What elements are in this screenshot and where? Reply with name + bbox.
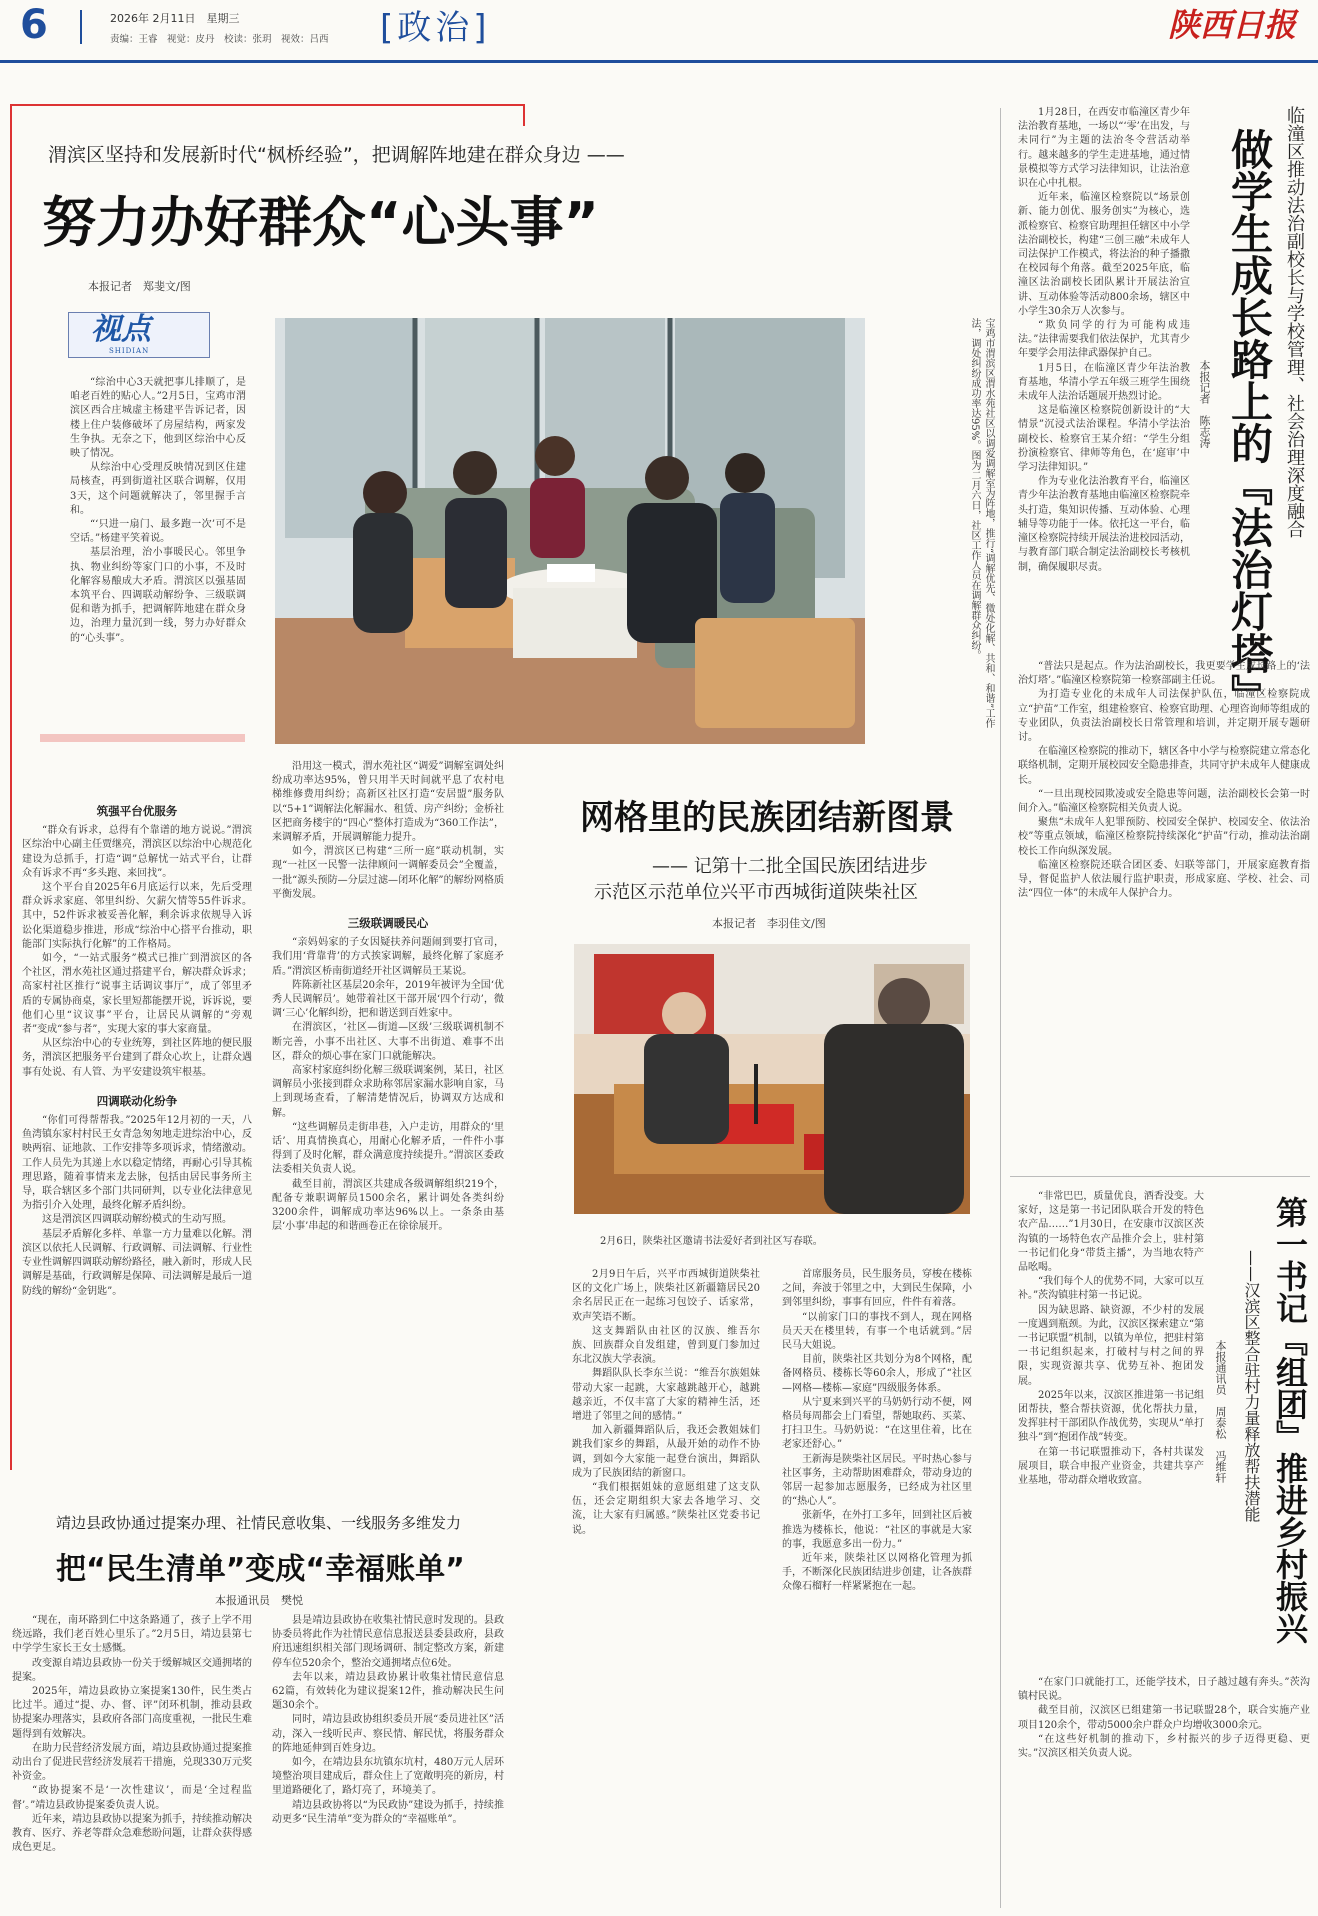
paragraph: “一旦出现校园欺凌或安全隐患等问题，法治副校长会第一时间介入。”临潼区检察院相关负责人说。 xyxy=(1018,788,1310,815)
paragraph: 王新海是陕柴社区居民。平时热心参与社区事务，主动帮助困难群众，带动身边的邻居一起参加志愿服务，已经成为社区里的“热心人”。 xyxy=(782,1453,972,1508)
sidebar-byline: 本报通讯员 周泰松 冯维轩 xyxy=(1214,1340,1227,1483)
paragraph: “普法只是起点。作为法治副校长，我更要学生成长路上的‘法治灯塔’。”临潼区检察院第一检察部副主任说。 xyxy=(1018,661,1310,687)
paragraph: 高家村家庭纠纷化解三级联调案例，某日，社区调解员小张接到群众求助称邻居家漏水影响自家，马上到现场查看，了解清楚情况后，协调双方达成和解。 xyxy=(272,1065,504,1119)
article-kicker: 渭滨区坚持和发展新时代“枫桥经验”，把调解阵地建在群众身边 —— xyxy=(48,144,625,166)
paragraph: 2025年以来，汉滨区推进第一书记组团帮扶，整合帮扶资源，优化帮扶力量，发挥驻村干部团队作战优势，实现从“单打独斗”到“抱团作战”转变。 xyxy=(1018,1389,1204,1444)
sidebar-headline: 做学生成长路上的『法治灯塔』 xyxy=(1225,128,1274,716)
paragraph: 在第一书记联盟推动下，各村共谋发展项目，联合申报产业资金，共建共享产业基地，带动群众增收致富。 xyxy=(1018,1446,1204,1487)
paragraph: 从宁夏来到兴平的马奶奶行动不便，网格员每周都会上门看望，帮她取药、买菜、打扫卫生。马奶奶说：“在这里住着，比在老家还舒心。” xyxy=(782,1396,972,1451)
paragraph: 近年来，陕柴社区以网格化管理为抓手，不断深化民族团结进步创建，让各族群众像石榴籽一样紧紧抱在一起。 xyxy=(782,1553,972,1593)
page-number: 6 xyxy=(20,2,48,48)
paragraph: 如今，渭滨区已构建“三所一庭”联动机制，实现“一社区一民警一法律顾问一调解委员会”全覆盖，一批“源头预防—分层过滤—闭环化解”的解纷网格质平衡发展。 xyxy=(272,846,504,900)
paragraph: “我们每个人的优势不同，大家可以互补。”茨沟镇驻村第一书记说。 xyxy=(1018,1276,1204,1302)
paragraph: 近年来，临潼区检察院以“场景创新、能力创优、服务创实”为核心，选派检察官、检察官助理担任辖区中小学法治副校长，构建“三创三融”未成年人司法保护工作模式，将法治的种子播撒在校园每个角落。截至2025年底，临潼区法治副校长团队累计开展法治宣讲、互动体验等活动800余场，辖区中小学生30余万人次参与。 xyxy=(1018,192,1190,317)
article-byline: 本报记者 郑斐文/图 xyxy=(88,280,191,293)
photo-caption: 宝鸡市渭滨区渭水苑社区以调爱调解室为阵地，推行“调解优先、微处化解、共和、和谐”工作法，调处纠纷成功率达95%。图为二月六日，社区工作人员在调解群众纠纷。 xyxy=(969,318,994,729)
paragraph: 张新华，在外打工多年，回到社区后被推选为楼栋长，他说：“社区的事就是大家的事，我愿意多出一份力。” xyxy=(782,1510,972,1550)
paragraph: 因为缺思路、缺资源，不少村的发展一度遇到瓶颈。为此，汉滨区探索建立“第一书记联盟”机制，以镇为单位，把驻村第一书记组织起来，打破村与村之间的界限，实现资源共享、优势互补、抱团发展。 xyxy=(1018,1304,1204,1387)
paragraph: 加入新疆舞蹈队后，我还会教姐妹们跳我们家乡的舞蹈，从最开始的动作不协调，到如今大家能一起登台演出，舞蹈队成为了民族团结的新窗口。 xyxy=(572,1425,760,1479)
paragraph: 临潼区检察院还联合团区委、妇联等部门，开展家庭教育指导，督促监护人依法履行监护职责，形成家庭、学校、社会、司法“四位一体”的未成年人保护合力。 xyxy=(1018,859,1310,900)
mediation-scene-illustration xyxy=(275,318,865,744)
article-frame-left xyxy=(10,104,12,1470)
section-subhead: 四调联动化纷争 xyxy=(96,1093,178,1108)
paragraph: 截至目前，渭滨区共建成各级调解组织219个，配备专兼职调解员1500余名，累计调处各类纠纷3200余件，调解成功率达96%以上。一条条由基层‘小事’串起的和谐画卷正在徐徐展开。 xyxy=(272,1178,504,1233)
paragraph: 靖边县政协将以“为民政协”建设为抓手，持续推动更多“民生清单”变为群众的“幸福账单”。 xyxy=(272,1799,504,1825)
sidebar-wide-column xyxy=(1018,660,1310,1180)
sidebar-headline: 第一书记『组团』推进乡村振兴 xyxy=(1271,1196,1309,1644)
sidebar-top-column xyxy=(1018,1190,1204,1670)
viewpoint-badge xyxy=(68,312,210,358)
paragraph: 同时，靖边县政协组织委员开展“委员进社区”活动，深入一线听民声、察民情、解民忧，将服务群众的阵地延伸到百姓身边。 xyxy=(272,1714,504,1754)
article-kicker: 靖边县政协通过提案办理、社情民意收集、一线服务多维发力 xyxy=(56,1514,462,1532)
sidebar-subtitle: 临潼区推动法治副校长与学校管理、社会治理深度融合 xyxy=(1284,106,1305,538)
paragraph: 去年以来，靖边县政协累计收集社情民意信息62篇，有效转化为建议提案12件，推动解决民生问题30余个。 xyxy=(272,1671,504,1712)
sidebar-separator xyxy=(1010,1176,1310,1177)
staff-credits: 责编：王睿 视觉：皮丹 校读：张玥 视效：吕西 xyxy=(110,34,329,45)
section-subhead: 三级联调暖民心 xyxy=(347,916,429,931)
article-headline: 把“民生清单”变成“幸福账单” xyxy=(56,1552,465,1587)
paragraph: 如今，在靖边县东坑镇东坑村，480万元人居环境整治项目建成后，群众住上了宽敞明亮的新房，村里道路硬化了，路灯亮了，环境美了。 xyxy=(272,1757,504,1797)
paragraph: “亲妈妈家的子女因疑扶养问题闹到要打官司，我们用‘背靠背’的方式挨家调解，最终化解了家庭矛盾。”渭滨区桥南街道经开社区调解员王某说。 xyxy=(272,937,504,977)
article-column-1 xyxy=(12,1614,252,1912)
paragraph: “这些调解员走街串巷，入户走访，用群众的‘里话’、用真情换真心，用耐心化解矛盾，一件件小事得到了及时化解，群众满意度持续提升。”渭滨区委政法委相关负责人说。 xyxy=(272,1121,504,1176)
article-headline: 努力办好群众“心头事” xyxy=(42,191,599,254)
paragraph: 这是临潼区检察院创新设计的“大情景”沉浸式法治课程。华清小学法治副校长、检察官王某介绍：“学生分组扮演检察官、律师等角色，在‘庭审’中学习法律知识。” xyxy=(1018,405,1190,474)
paragraph: 首席服务员，民生服务员，穿梭在楼栋之间，奔波于邻里之中，大到民生保障，小到邻里纠纷，事事有回应，件件有着落。 xyxy=(782,1269,972,1309)
article-headline: 网格里的民族团结新图景 xyxy=(580,798,954,838)
paragraph: 2月9日午后，兴平市西城街道陕柴社区的文化广场上，陕柴社区新疆籍居民20余名居民正在一起练习包饺子、话家常，欢声笑语不断。 xyxy=(572,1269,760,1323)
photo-caption: 2月6日，陕柴社区邀请书法爱好者到社区写春联。 xyxy=(600,1236,823,1247)
article-byline: 本报记者 李羽佳文/图 xyxy=(712,917,826,930)
paragraph: 基层治理，治小事暖民心。邻里争执、物业纠纷等家门口的小事，不及时化解容易酿成大矛盾。渭滨区以强基固本筑平台、四调联动解纷争、三级联调促和谐为抓手，把调解阵地建在群众身边，治理力量沉到一线，努力办好群众的“心头事”。 xyxy=(70,547,246,644)
paragraph: “以前家门口的事找不到人，现在网格员天天在楼里转，有事一个电话就到。”居民马大姐说。 xyxy=(782,1311,972,1352)
paragraph: 舞蹈队队长李东兰说：“维吾尔族姐妹带动大家一起跳，大家越跳越开心，越跳越亲近，不仅丰富了大家的精神生活，还增进了邻里之间的感情。” xyxy=(572,1368,760,1423)
paragraph: 作为专业化法治教育平台，临潼区青少年法治教育基地由临潼区检察院牵头打造，集知识传播、互动体验、心理辅导等功能于一体。依托这一平台，临潼区检察院持续开展法治进校园活动，与教育部门联合制定法治副校长考核机制，确保履职尽责。 xyxy=(1018,476,1190,573)
article-byline: 本报通讯员 樊悦 xyxy=(215,1594,303,1607)
paragraph: 这是渭滨区四调联动解纷模式的生动写照。 xyxy=(42,1214,232,1226)
article-column-2 xyxy=(272,760,504,1460)
sidebar-subtitle: ——汉滨区整合驻村力量释放帮扶潜能 xyxy=(1242,1250,1261,1522)
article-column-1 xyxy=(572,1268,760,1912)
header-divider xyxy=(80,10,82,44)
paragraph: 目前，陕柴社区共划分为8个网格，配备网格员、楼栋长等60余人，形成了“社区—网格—楼栋—家庭”四级服务体系。 xyxy=(782,1354,972,1394)
article-subtitle: —— 记第十二批全国民族团结进步 xyxy=(652,856,928,877)
paragraph: “在家门口就能打工，还能学技术，日子越过越有奔头。”茨沟镇村民说。 xyxy=(1018,1677,1310,1703)
article-column-2 xyxy=(272,1614,504,1912)
paragraph: 改变源自靖边县政协一份关于缓解城区交通拥堵的提案。 xyxy=(12,1657,252,1683)
paragraph: 近年来，靖边县政协以提案为抓手，持续推动解决教育、医疗、养老等群众急难愁盼问题，让群众获得感成色更足。 xyxy=(12,1813,252,1854)
paragraph: “群众有诉求，总得有个靠谱的地方说说。”渭滨区综治中心副主任贾继亮，渭滨区以综治中心规范化建设为总抓手，打造“调”总解忧一站式平台，让群众有诉求不再“多头跑、来回找”。 xyxy=(22,825,252,879)
paragraph: “政协提案不是‘一次性建议’，而是‘全过程监督’。”靖边县政协提案委负责人说。 xyxy=(12,1785,252,1811)
calligraphy-photo xyxy=(574,944,970,1214)
paragraph: 2025年，靖边县政协立案提案130件，民生类占比过半。通过“提、办、督、评”闭环机制，推动县政协提案办理落实，县政府各部门高度重视，一批民生难题得到有效解决。 xyxy=(12,1686,252,1740)
paragraph: “在这些好机制的推动下，乡村振兴的步子迈得更稳、更实。”汉滨区相关负责人说。 xyxy=(1018,1733,1310,1760)
paragraph: “综治中心3天就把事儿排顺了，是咱老百姓的贴心人。”2月5日，宝鸡市渭滨区西合庄城虚主杨建平告诉记者，因楼上住户装修破坏了房屋结构，两家发生争执。无奈之下，他到区综治中心反映了情况。 xyxy=(70,377,246,460)
paragraph: “我们根据姐妹的意愿组建了这支队伍，还会定期组织大家去各地学习、交流，让大家有归属感。”陕柴社区党委书记说。 xyxy=(572,1482,760,1536)
viewpoint-badge-text: 视点 xyxy=(91,312,151,347)
calligraphy-scene-illustration xyxy=(574,944,970,1214)
paragraph: 从区综治中心的专业统筹，到社区阵地的便民服务，渭滨区把服务平台建到了群众心坎上，让群众遇事有处说、有人管、为平安建设筑牢根基。 xyxy=(22,1038,252,1078)
paragraph: 阵陈新社区基层20余年，2019年被评为全国‘优秀人民调解员’。她带着社区干部开展‘四个行动’，微调‘三心’化解纠纷，把和谐送到百姓家中。 xyxy=(272,979,504,1020)
section-label: [政治] xyxy=(380,8,491,48)
article-column-2 xyxy=(782,1268,972,1912)
column-divider xyxy=(1000,108,1001,1908)
header-rule xyxy=(0,60,1318,63)
mediation-room-photo xyxy=(275,318,865,744)
issue-date: 2026年 2月11日 星期三 xyxy=(110,12,240,25)
article-subtitle: 示范区示范单位兴平市西城街道陕柴社区 xyxy=(594,882,918,903)
article-frame-top xyxy=(10,104,525,106)
pink-accent-bar xyxy=(40,734,245,742)
section-subhead: 筑强平台优服务 xyxy=(96,804,178,818)
sidebar-top-column xyxy=(1018,106,1190,654)
article-intro-column xyxy=(70,376,246,721)
paragraph: 这个平台自2025年6月底运行以来，先后受理群众诉求家庭、邻里纠纷、欠薪欠情等55件诉求。其中，52件诉求被妥善化解，剩余诉求依规导入诉讼化渠道稳步推进，形成“综治中心搭平台推动，职能部门实际执行化解”的工作格局。 xyxy=(22,882,252,950)
paragraph: “现在，南环路到仁中这条路通了，孩子上学不用绕远路，我们老百姓心里乐了。”2月5日，靖边县第七中学学生家长王女士感慨。 xyxy=(12,1615,252,1655)
article-frame-corner xyxy=(523,104,525,126)
paragraph: 聚焦“未成年人犯罪预防、校园安全保护、校园安全、依法治校”等重点领域，临潼区检察院持续深化“护苗”行动，推动法治副校长工作向纵深发展。 xyxy=(1018,817,1310,857)
paragraph: 截至目前，汉滨区已组建第一书记联盟28个，联合实施产业项目120余个，带动5000余户群众户均增收3000余元。 xyxy=(1018,1705,1310,1731)
paragraph: “你们可得帮帮我。”2025年12月初的一天，八鱼湾镇东家村村民王女青急匆匆地走进综治中心，反映两宿、证地款、工作安排等多项诉求，情绪激动。工作人员先为其递上水以稳定情绪，再耐心引导其梳理思路，随着事情来龙去脉，包括由居民事务所主导，联合辖区多个部门共同研判，以专业化法律意见为指引介入处理，最终化解矛盾纠纷。 xyxy=(22,1115,252,1212)
sidebar-byline: 本报记者 陈志涛 xyxy=(1198,360,1211,448)
article-column-1 xyxy=(22,804,252,1464)
paragraph: 沿用这一模式，渭水苑社区“调爱”调解室调处纠纷成功率达95%，曾只用半天时间就平息了农村电梯维修费用纠纷；高新区社区打造“安居盟”服务队以“5+1”调解法化解漏水、租赁、房产纠纷；金桥社区把商务楼宇的“四心”整体打造成为“360工作法”，来调解矛盾，开展调解能力提升。 xyxy=(272,761,504,844)
paragraph: 1月28日，在西安市临潼区青少年法治教育基地，一场以“‘零’在出发，与未同行”为主题的法治冬令营活动举行。越来越多的学生走进基地，通过情景模拟等方式学习法律知识，让法治意识在心中扎根。 xyxy=(1018,107,1190,190)
paragraph: 在渭滨区，‘社区—街道—区级’三级联调机制不断完善，小事不出社区、大事不出街道、难事不出区，群众的烦心事在家门口就能解决。 xyxy=(272,1022,504,1062)
sidebar-wide-column xyxy=(1018,1676,1310,1912)
paragraph: 在助力民营经济发展方面，靖边县政协通过提案推动出台了促进民营经济发展若干措施，兑现330万元奖补资金。 xyxy=(12,1742,252,1783)
viewpoint-badge-en: SHIDIAN xyxy=(109,347,150,355)
paragraph: 从综治中心受理反映情况到区住建局核查，再到街道社区联合调解，仅用3天，这个问题就解决了，邻里握手言和。 xyxy=(70,462,246,516)
paragraph: 在临潼区检察院的推动下，辖区各中小学与检察院建立常态化联络机制，定期开展校园安全隐患排查，共同守护未成年人健康成长。 xyxy=(1018,746,1310,786)
paragraph: 如今，“一站式服务”模式已推广到渭滨区的各个社区，渭水苑社区通过搭建平台，解决群众诉求；高家村社区推行“说事主话调议事厅”，成了邻里矛盾的专属协商桌，家长里短都能摆开说，诉诉说，要他们心里“议议事”平台，让居民从调解的“旁观者”变成“参与者”，实现大家的事大家商量。 xyxy=(22,953,252,1036)
newspaper-logo: 陕西日报 xyxy=(1168,6,1297,44)
paragraph: 为打造专业化的未成年人司法保护队伍，临潼区检察院成立“护苗”工作室，组建检察官、检察官助理、心理咨询师等组成的专业团队，负责法治副校长日常管理和培训，并定期开展专题研讨。 xyxy=(1018,689,1310,744)
paragraph: 这支舞蹈队由社区的汉族、维吾尔族、回族群众自发组建，曾到夏门参加过东北汉族大学表演。 xyxy=(572,1325,760,1366)
paragraph: 1月5日，在临潼区青少年法治教育基地，华清小学五年级三班学生围绕未成年人法治话题展开热烈讨论。 xyxy=(1018,362,1190,403)
paragraph: 基层矛盾解化多样、单靠一方力量难以化解。渭滨区以依托人民调解、行政调解、司法调解、行业性专业性调解四调联动解纷路径，融入新时，形成人民调解是基础，行政调解是保障、司法调解是最后一道防线的解纷“金钥匙”。 xyxy=(22,1228,252,1297)
paragraph: “非常巴巴，质量优良，酒香没变。大家好，这是第一书记团队联合开发的特色农产品……”1月30日，在安康市汉滨区茨沟镇的一场特色农产品推介会上，驻村第一书记们化身“带货主播”，为当地农特产品吆喝。 xyxy=(1018,1191,1204,1274)
paragraph: “欺负同学的行为可能构成违法。”法律需要我们依法保护，尤其青少年要学会用法律武器保护自己。 xyxy=(1018,320,1190,360)
paragraph: 县是靖边县政协在收集社情民意时发现的。县政协委员将此作为社情民意信息报送县委县政府，县政府迅速组织相关部门现场调研、制定整改方案，新建停车位520余个，整治交通拥堵点位6处。 xyxy=(272,1615,504,1669)
paragraph: “‘只进一扇门、最多跑一次’可不是空话。”杨建平笑着说。 xyxy=(70,519,246,545)
